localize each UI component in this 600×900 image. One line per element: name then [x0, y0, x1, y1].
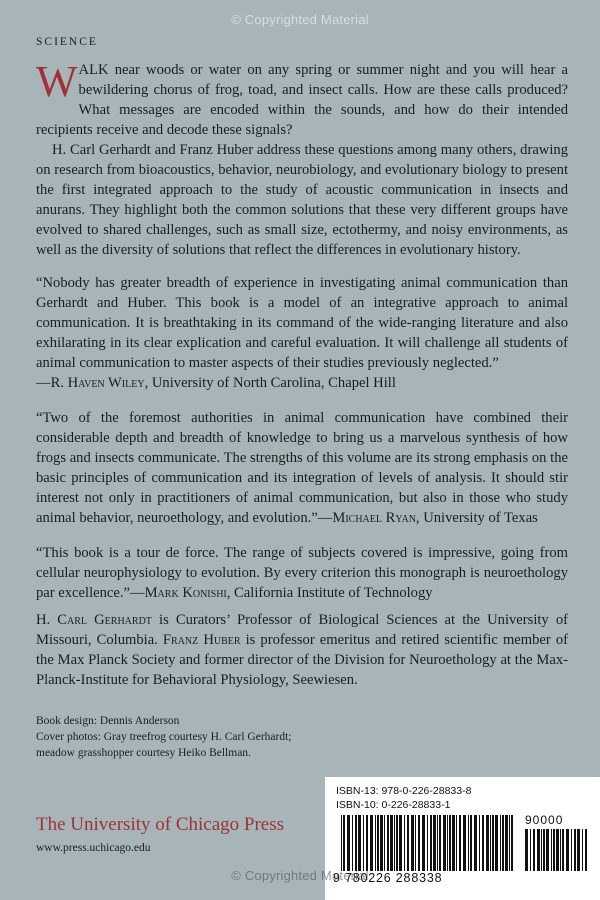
cover-photo-credit-2: meadow grasshopper courtesy Heiko Bellman. [36, 747, 251, 759]
reviewer-affiliation: , University of Texas [415, 510, 538, 526]
barcode-bar [505, 815, 508, 871]
barcode-bar [430, 815, 432, 871]
barcode-bar [479, 815, 480, 871]
description-paragraph-1 [36, 57, 568, 140]
publisher-url: www.press.uchicago.edu [36, 842, 151, 854]
barcode-bar [443, 815, 446, 871]
barcode-bar [380, 815, 383, 871]
description-p1-text: near woods or water on any spring or summer night and you will hear a bewildering chorus of frog, toad, and insect calls. How are these calls produced? What messages are encoded within the sounds, and how do their intended recipients receive and decode these signals? [36, 62, 568, 138]
barcode-digits: 9 780226 288338 [333, 871, 443, 885]
barcode-bar [418, 815, 420, 871]
author-bio-huber: is professor emeritus and retired scientific member of the Max Planck Society and former director of the Division for Neuroethology at the Max-Planck-Institute for Behavioral Physiology, Seewiesen. [36, 632, 568, 688]
barcode-bar [375, 815, 376, 871]
design-credits [36, 713, 366, 761]
attribution-dash: — [36, 375, 51, 391]
book-design-credit: Book design: Dennis Anderson [36, 715, 180, 727]
barcode-bar [347, 815, 350, 871]
cover-photo-credit-1: Cover photos: Gray treefrog courtesy H. Carl Gerhardt; [36, 731, 292, 743]
barcode-bar [500, 815, 501, 871]
endorsement-konishi [36, 543, 568, 603]
barcode-bar [556, 829, 559, 871]
barcode-bar [560, 829, 561, 871]
barcode-bar [511, 815, 513, 871]
author-bio-gerhardt: is Curators’ Professor of Biological Sciences at the University of Missouri, Columbia. [36, 612, 568, 648]
quote-text: “Two of the foremost authorities in animal communication have combined their considerable depth and breadth of knowledge to bring us a marvelous synthesis of how frogs and insects communicate. The strengths of this volume are its strong emphasis on the basic principles of communication and its integration of levels of analysis. It should stir interest not only in practitioners of animal communication, but also in those who study animal behavior, neuroethology, and evolution.” [36, 410, 568, 526]
author-name-huber: Franz Huber [162, 632, 241, 648]
barcode-bar [468, 815, 469, 871]
barcode-bar [396, 815, 398, 871]
barcode-bar [459, 815, 461, 871]
author-bios [36, 610, 568, 690]
endorsements [36, 273, 568, 618]
barcode-bar [352, 815, 353, 871]
barcode-bar [439, 815, 441, 871]
barcode-bar [571, 829, 572, 871]
barcode-bar [370, 815, 373, 871]
barcode-bar [427, 815, 428, 871]
barcode-bar [562, 829, 564, 871]
barcode-bar [366, 815, 368, 871]
barcode-bar [492, 815, 494, 871]
barcode-bar [585, 829, 587, 871]
barcode-bar [502, 815, 504, 871]
price-code: 90000 [525, 813, 564, 827]
isbn-13: ISBN-13: 978-0-226-28833-8 [336, 785, 472, 797]
barcode-bar [546, 829, 549, 871]
barcode-bar [449, 815, 451, 871]
barcode-bar [582, 829, 583, 871]
description-paragraph-2: H. Carl Gerhardt and Franz Huber address these questions among many others, drawing on research from bioacoustics, behavior, neurobiology, and evolutionary biology to present the first integrated approach to the study of acoustic communication in insects and anurans. They highlight both the common solutions that these very different groups have evolved to shared challenges, such as small size, ectothermy, and noisy environments, as well as the diversity of solutions that reflect the differences in evolutionary history. [36, 142, 568, 258]
reviewer-affiliation: , California Institute of Technology [226, 585, 433, 601]
reviewer-name: Mark Konishi [144, 585, 227, 601]
barcode-bar [387, 815, 389, 871]
attribution-dash: — [129, 585, 145, 601]
quote-text: “Nobody has greater breadth of experience in investigating animal communication than Gerhardt and Huber. This book is a model of an integrative approach to animal communication. It is breathtaking in its command of the wide-ranging literature and also exhilarating in its clear explication and careful evaluation. It will challenge all students of animal communication to master aspects of their studies previously neglected.” [36, 275, 568, 371]
barcode-bar [411, 815, 414, 871]
barcode-bar [470, 815, 472, 871]
barcode-bar [574, 829, 576, 871]
barcode-bar [543, 829, 545, 871]
barcode-bar [399, 815, 402, 871]
barcode-bar [433, 815, 436, 871]
barcode-bar [407, 815, 409, 871]
barcode-bar [551, 829, 552, 871]
barcode-bar [537, 829, 540, 871]
barcode-bar [422, 815, 425, 871]
barcode-bar [495, 815, 498, 871]
barcode-bar [509, 815, 510, 871]
barcode-bar [482, 815, 484, 871]
opening-small-caps: ALK [78, 62, 109, 78]
endorsement-ryan [36, 408, 568, 528]
barcode-bar [363, 815, 364, 871]
barcode-bar [377, 815, 379, 871]
barcode-bar [355, 815, 357, 871]
copyright-watermark-top: © Copyrighted Material [231, 12, 369, 27]
barcode-bar [553, 829, 555, 871]
quote-text: “This book is a tour de force. The range of subjects covered is impressive, going from cellular neurophysiology to evolution. By every criterion this monograph is neuroethology par excellence.” [36, 545, 568, 601]
drop-cap: W [36, 57, 78, 106]
barcode-bar [404, 815, 405, 871]
barcode-bar [530, 829, 531, 871]
barcode-bar [456, 815, 457, 871]
barcode-bar [415, 815, 416, 871]
barcode-bar [541, 829, 542, 871]
reviewer-name: R. Haven Wiley [50, 375, 145, 391]
barcode-bar [343, 815, 345, 871]
barcode-bar [463, 815, 466, 871]
copyright-watermark-bottom: © Copyrighted Material [231, 868, 369, 883]
quote-attribution [36, 373, 568, 393]
book-description [36, 57, 568, 260]
barcode-bar [452, 815, 455, 871]
reviewer-affiliation: , University of North Carolina, Chapel Hill [144, 375, 396, 391]
barcode-bar [358, 815, 361, 871]
reviewer-name: Michael Ryan [332, 510, 416, 526]
attribution-dash: — [317, 510, 333, 526]
barcode-bar [341, 815, 342, 871]
endorsement-wiley [36, 273, 568, 393]
barcode-bar [384, 815, 385, 871]
barcode-bar [390, 815, 393, 871]
publisher-name: The University of Chicago Press [36, 814, 285, 835]
barcode-bar [394, 815, 395, 871]
barcode-bar [577, 829, 580, 871]
barcode-bar [437, 815, 438, 871]
barcode-bar [525, 829, 528, 871]
barcode-bar [447, 815, 448, 871]
isbn-10: ISBN-10: 0-226-28833-1 [336, 799, 451, 811]
barcode-bar [566, 829, 569, 871]
barcode-bar [486, 815, 489, 871]
barcode-bar [533, 829, 535, 871]
category-label: SCIENCE [36, 36, 98, 48]
barcode-bar [490, 815, 491, 871]
author-name-gerhardt: H. Carl Gerhardt [36, 612, 152, 628]
barcode-bar [474, 815, 477, 871]
